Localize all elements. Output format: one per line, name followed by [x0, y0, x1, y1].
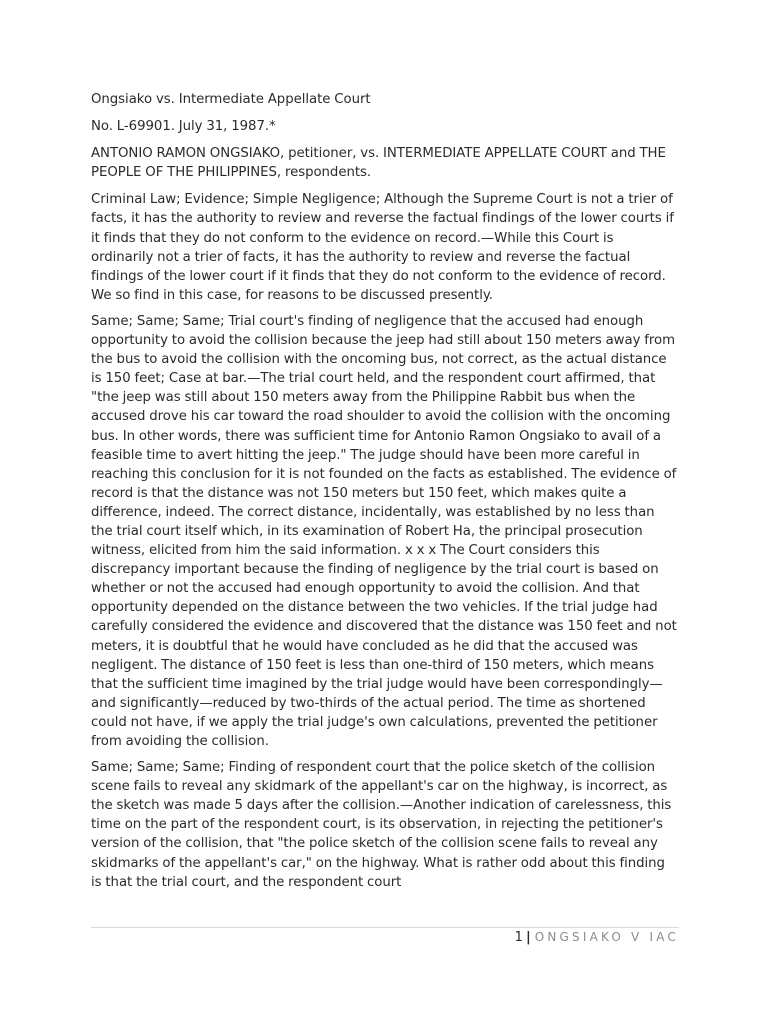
- case-number: No. L-69901. July 31, 1987.*: [91, 119, 276, 135]
- page-footer: [515, 929, 679, 946]
- page-number: 1: [514, 930, 523, 945]
- footer-separator: |: [525, 930, 531, 945]
- syllabus-paragraph-1: Criminal Law; Evidence; Simple Negligence; Although the Supreme Court is not a trier of facts, it has the authority to review and reverse the factual findings of the lower courts if it finds that they do not conform to the evidence on record.—While this Court is ordinarily not a trier of facts, it has the authority to review and reverse the factual findings of the lower court if it finds that they do not conform to the evidence of record. We so find in this case, for reasons to be discussed presently.: [91, 192, 674, 303]
- document-title: Ongsiako vs. Intermediate Appellate Court: [91, 92, 371, 107]
- syllabus-paragraph-3: Same; Same; Same; Finding of respondent court that the police sketch of the collision scene fails to reveal any skidmark of the appellant's car on the highway, is incorrect, as the sketch was made 5 days after the collision.—Another indication of carelessness, this time on the part of the respondent court, is its observation, in rejecting the petitioner's version of the collision, that "the police sketch of the collision scene fails to reveal any skidmarks of the appellant's car," on the highway. What is rather odd about this finding is that the trial court, and the respondent court: [91, 760, 672, 890]
- running-title: ONGSIAKO V IAC: [534, 930, 679, 944]
- case-parties: ANTONIO RAMON ONGSIAKO, petitioner, vs. INTERMEDIATE APPELLATE COURT and THE PEOPLE OF THE PHILIPPINES, respondents.: [91, 146, 666, 181]
- syllabus-paragraph-2: Same; Same; Same; Trial court's finding of negligence that the accused had enough opportunity to avoid the collision because the jeep had still about 150 meters away from the bus to avoid the collision with the oncoming bus, not correct, as the actual distance is 150 feet; Case at bar.—The trial court held, and the respondent court affirmed, that "the jeep was still about 150 meters away from the Philippine Rabbit bus when the accused drove his car toward the road shoulder to avoid the collision with the oncoming bus. In other words, there was sufficient time for Antonio Ramon Ongsiako to avail of a feasible time to avert hitting the jeep." The judge should have been more careful in reaching this conclusion for it is not founded on the facts as established. The evidence of record is that the distance was not 150 meters but 150 feet, which makes quite a difference, indeed. The correct distance, incidentally, was established by no less than the trial court itself which, in its examination of Robert Ha, the principal prosecution witness, elicited from him the said information. x x x The Court considers this discrepancy important because the finding of negligence by the trial court is based on whether or not the accused had enough opportunity to avoid the collision. And that opportunity depended on the distance between the two vehicles. If the trial judge had carefully considered the evidence and discovered that the distance was 150 feet and not meters, it is doubtful that he would have concluded as he did that the accused was negligent. The distance of 150 feet is less than one-third of 150 meters, which means that the sufficient time imagined by the trial judge would have been correspondingly—and significantly—reduced by two-thirds of the actual period. The time as shortened could not have, if we apply the trial judge's own calculations, prevented the petitioner from avoiding the collision.: [91, 313, 677, 749]
- footer-divider: [91, 927, 679, 928]
- document-body: [91, 90, 679, 899]
